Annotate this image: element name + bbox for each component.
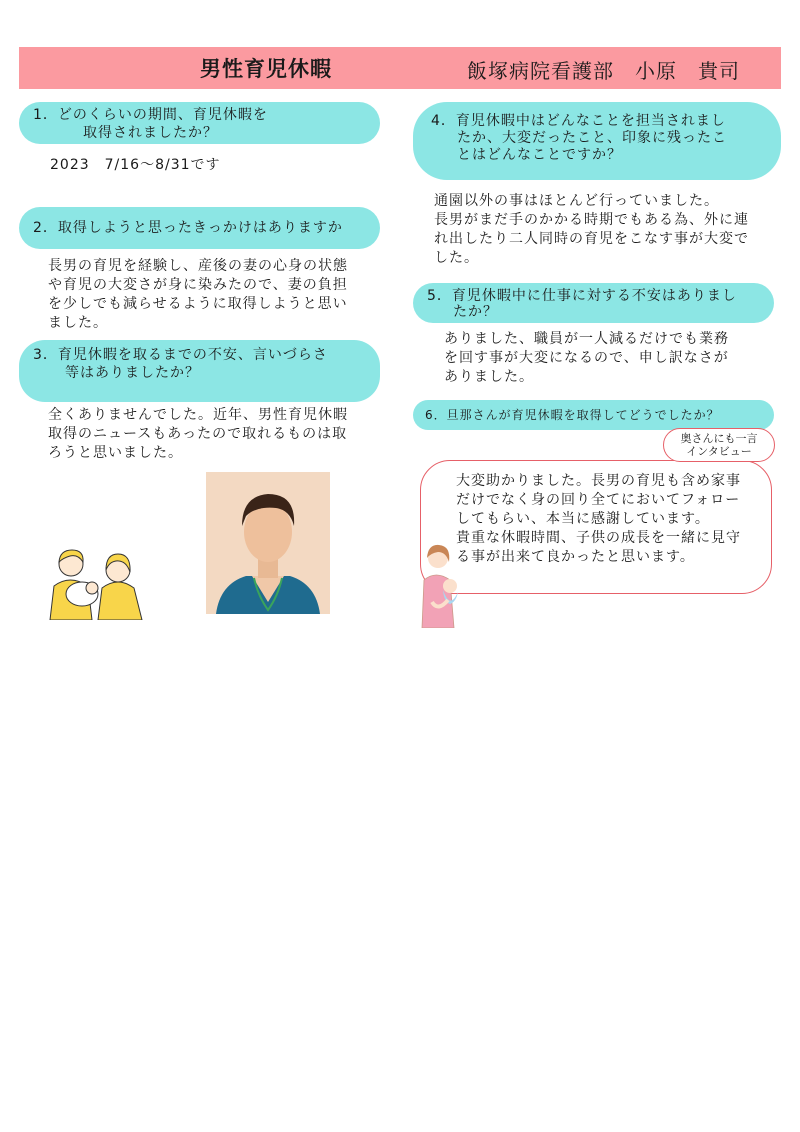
answer-6-line-4: 貴重な休暇時間、子供の成長を一緒に見守	[456, 530, 741, 546]
answer-6-line-2: だけでなく身の回り全てにおいてフォロー	[456, 492, 741, 508]
question-3	[19, 340, 380, 402]
answer-3	[48, 406, 348, 463]
answer-1-line-1: 2023 7/16～8/31です	[50, 157, 221, 173]
question-1-line-1: 1．どのくらいの期間、育児休暇を	[33, 107, 268, 123]
answer-5-line-3: ありました。	[444, 369, 534, 385]
question-6	[413, 400, 774, 430]
answer-2	[48, 257, 348, 333]
question-4-line-1: 4．育児休暇中はどんなことを担当されまし	[431, 113, 726, 129]
answer-2-line-3: を少しでも減らせるように取得しようと思い	[48, 296, 348, 312]
answer-5-line-1: ありました、職員が一人減るだけでも業務	[444, 331, 729, 347]
answer-5	[444, 330, 729, 387]
question-2-line-1: 2．取得しようと思ったきっかけはありますか	[33, 220, 343, 236]
answer-3-line-3: ろうと思いました。	[48, 445, 183, 461]
question-1-line-2: 取得されましたか？	[83, 125, 218, 141]
question-4-line-2: たか、大変だったこと、印象に残ったこ	[457, 130, 727, 146]
answer-3-line-2: 取得のニュースもあったので取れるものは取	[48, 426, 348, 442]
author-name: 飯塚病院看護部 小原 貴司	[467, 59, 740, 83]
question-6-line-1: 6．旦那さんが育児休暇を取得してどうでしたか？	[425, 408, 720, 422]
answer-4-line-4: した。	[434, 250, 479, 266]
answer-2-line-4: ました。	[48, 315, 108, 331]
question-4-line-3: とはどんなことですか？	[457, 147, 622, 163]
answer-6	[456, 472, 741, 567]
answer-4-line-2: 長男がまだ手のかかる時期でもある為、外に連	[434, 212, 749, 228]
family-illustration	[46, 528, 150, 620]
question-5	[413, 283, 774, 323]
mother-baby-illustration	[418, 540, 464, 628]
answer-6-line-5: る事が出来て良かったと思います。	[456, 549, 695, 565]
answer-6-line-3: してもらい、本当に感謝しています。	[456, 511, 710, 527]
question-3-line-2: 等はありましたか？	[65, 365, 200, 381]
answer-2-line-1: 長男の育児を経験し、産後の妻の心身の状態	[48, 258, 348, 274]
question-5-line-2: たか？	[453, 304, 498, 320]
question-1	[19, 102, 380, 144]
answer-3-line-1: 全くありませんでした。近年、男性育児休暇	[48, 407, 348, 423]
answer-4-line-3: れ出したり二人同時の育児をこなす事が大変で	[434, 231, 749, 247]
question-2	[19, 207, 380, 249]
answer-2-line-2: や育児の大変さが身に染みたので、妻の負担	[48, 277, 348, 293]
question-3-line-1: 3．育児休暇を取るまでの不安、言いづらさ	[33, 347, 328, 363]
page-title: 男性育児休暇	[200, 57, 332, 81]
interview-tag-line-2: インタビュー	[686, 445, 752, 458]
question-5-line-1: 5．育児休暇中に仕事に対する不安はありまし	[427, 288, 737, 304]
answer-5-line-2: を回す事が大変になるので、申し訳なさが	[444, 350, 729, 366]
interview-tag	[663, 428, 775, 462]
answer-4	[434, 192, 749, 268]
answer-4-line-1: 通園以外の事はほとんど行っていました。	[434, 193, 719, 209]
staff-photo	[206, 472, 330, 614]
question-4	[413, 102, 781, 180]
interview-tag-line-1: 奥さんにも一言	[680, 432, 758, 445]
answer-6-line-1: 大変助かりました。長男の育児も含め家事	[456, 473, 741, 489]
answer-1	[50, 156, 221, 175]
